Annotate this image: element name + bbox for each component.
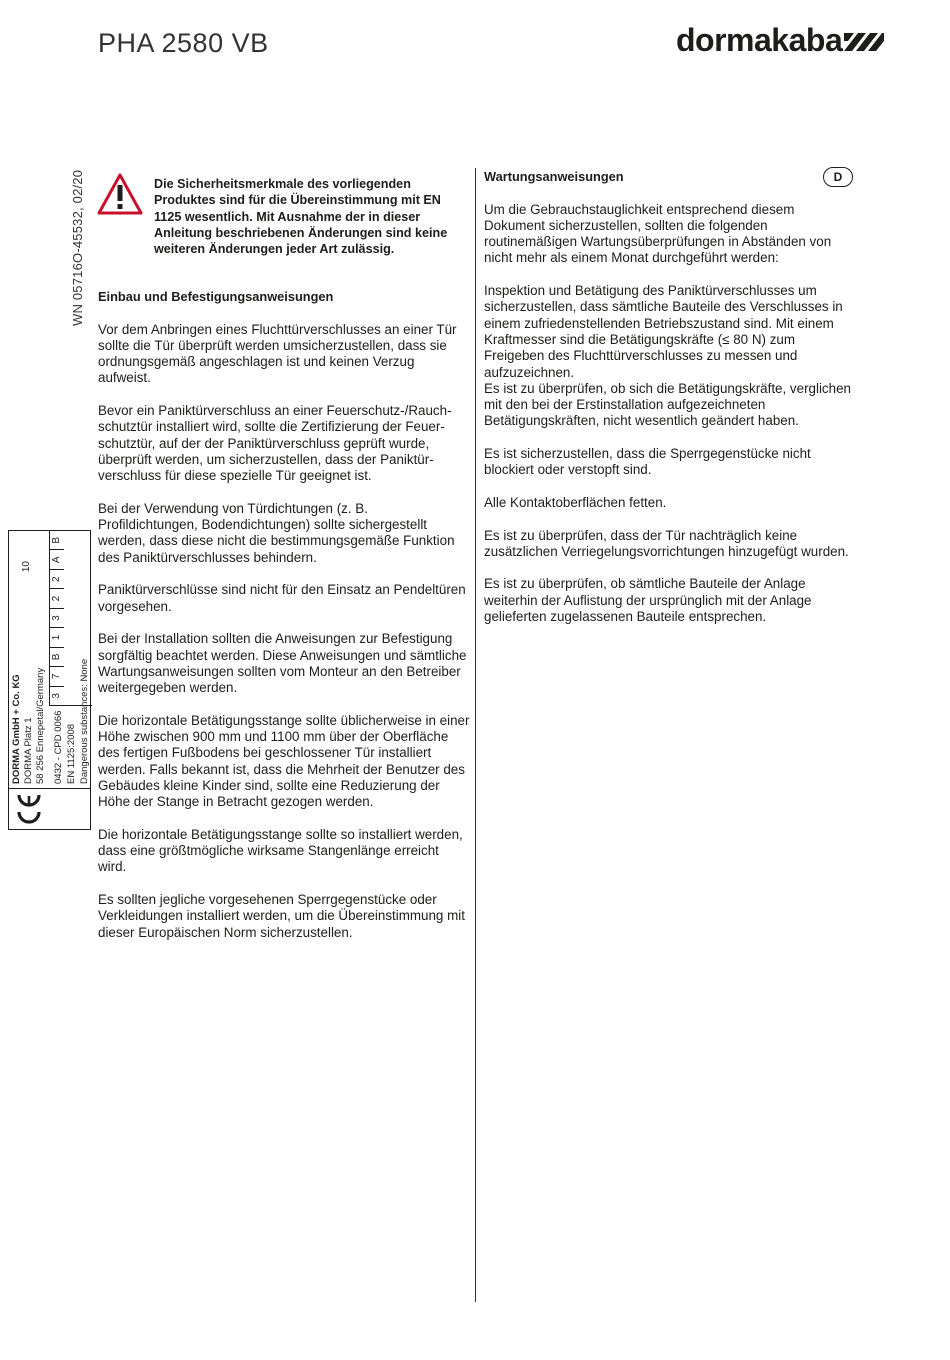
ce-code-cell: 2	[50, 588, 64, 607]
installation-paragraph: Es sollten jegliche vorgesehenen Sperrgegenstücke oder Verkleidungen installiert werden, um die Übereinstimmung mit dieser Europäischen Norm sicherzustellen.	[98, 891, 465, 940]
ce-substances: Dangerous substances: None	[79, 658, 90, 784]
ce-code-cell: A	[50, 550, 64, 569]
ce-code-cell: 3	[50, 608, 64, 627]
product-title: PHA 2580 VB	[98, 28, 269, 58]
ce-mark-icon	[11, 791, 47, 827]
brand-name: dormakaba	[676, 21, 843, 58]
ce-code-row	[50, 531, 64, 705]
ce-code-cell: 1	[50, 627, 64, 646]
installation-paragraph: Bei der Verwendung von Türdichtungen (z. B. Profildichtungen, Bodendichtungen) sollte sichergestellt werden, dass diese nicht die bestimmungsgemäße Funktion des Paniktürverschlusses behindern.	[98, 500, 455, 565]
maintenance-paragraph: Es ist sicherzustellen, dass die Sperrgegenstücke nicht blockiert oder verstopft sind.	[484, 446, 811, 478]
installation-heading: Einbau und Befestigungsanweisungen	[98, 289, 334, 304]
ce-company: DORMA GmbH + Co. KG	[11, 674, 22, 784]
brand-stripes-icon	[844, 29, 884, 51]
maintenance-paragraph: Es ist zu überprüfen, dass der Tür nachträglich keine zusätzlichen Verriegelungsvorrichtungen hinzugefügt wurden.	[484, 527, 849, 559]
installation-paragraph: Vor dem Anbringen eines Fluchttürverschlusses an einer Tür sollte die Tür überprüft werden umsicherzustellen, dass sie ordnungsgemäß angeschlagen ist und keinen Verzug aufweist.	[98, 321, 457, 386]
brand-logo	[676, 22, 884, 58]
ce-code-cell: 2	[50, 569, 64, 588]
safety-warning-text: Die Sicherheitsmerkmale des vorliegenden Produktes sind für die Übereinstimmung mit EN 1125 wesentlich. Mit Ausnahme der in dieser Anleitung beschriebenen Änderungen sind keine weiteren Änderungen jeder Art zulässig.	[154, 177, 448, 257]
ce-norm: EN 1125:2008	[66, 723, 77, 784]
ce-marking-label	[8, 530, 91, 830]
maintenance-section	[484, 169, 856, 642]
installation-paragraph: Bevor ein Paniktürverschluss an einer Feuerschutz-/Rauch-schutztür installiert wird, sollte die Zertifizierung der Feuer-schutztür, auf der der Paniktürverschluss geprüft wurde, überprüft werden, um sicherzustellen, dass der Paniktür-verschluss für diese spezielle Tür geeignet ist.	[98, 403, 452, 484]
installation-paragraph: Bei der Installation sollten die Anweisungen zur Befestigung sorgfältig beachtet werden. Diese Anweisungen und sämtliche Wartungsanweisungen sollten vom Monteur an den Betreiber weitergegeben werden.	[98, 631, 467, 696]
maintenance-paragraph: Es ist zu überprüfen, ob sämtliche Bauteile der Anlage weiterhin der Auflistung der ursprünglich mit der Anlage gelieferten zugelassenen Bauteile entsprechen.	[484, 576, 812, 625]
installation-paragraph: Die horizontale Betätigungsstange sollte so installiert werden, dass eine größtmögliche wirksame Stangenlänge erreicht wird.	[98, 826, 463, 875]
language-badge: D	[823, 167, 853, 187]
ce-year: 10	[21, 561, 32, 573]
maintenance-paragraph: Alle Kontaktoberflächen fetten.	[484, 494, 667, 510]
maintenance-heading: Wartungsanweisungen	[484, 169, 624, 184]
document-code: WN 05716O-45532, 02/20	[70, 169, 85, 326]
ce-city: 58 256 Ennepetal/Germany	[35, 667, 46, 784]
ce-cpd: 0432 - CPD 0066	[53, 710, 64, 784]
ce-code-cell: B	[51, 536, 62, 544]
installation-paragraph: Paniktürverschlüsse sind nicht für den Einsatz an Pendeltüren vorgesehen.	[98, 582, 466, 614]
installation-section	[98, 289, 470, 957]
maintenance-paragraph: Um die Gebrauchstauglichkeit entsprechend diesem Dokument sicherzustellen, sollten die folgenden routinemäßigen Wartungsüberprüfungen in Abständen von nicht mehr als einem Monat durchgeführt werden:	[484, 201, 832, 266]
ce-code-cell: B	[50, 647, 64, 666]
ce-label-body	[9, 531, 90, 789]
installation-paragraph: Die horizontale Betätigungsstange sollte üblicherweise in einer Höhe zwischen 900 mm und 1100 mm über der Oberfläche des fertigen Fußbodens bei geschlossener Tür installiert werden. Falls bekannt ist, dass die Mehrheit der Benutzer des Gebäudes kleine Kinder sind, sollte eine Reduzierung der Höhe der Stange in Betracht gezogen werden.	[98, 712, 470, 810]
ce-code-cell: 3	[50, 686, 64, 705]
ce-code-grid	[49, 531, 92, 706]
maintenance-paragraph: Inspektion und Betätigung des Paniktürverschlusses um sicherzustellen, dass sämtliche Bauteile des Verschlusses in einem zufriedenstellenden Betriebszustand sind. Mit einem Kraftmesser sind die Betätigungskräfte (≤ 80 N) zum Freigeben des Fluchttürverschlusses zu messen und aufzuzeichnen. Es ist zu überprüfen, ob sich die Betätigungskräfte, verglichen mit den bei der Erstinstallation aufgezeichneten Betätigungskräften, nicht wesentlich geändert haben.	[484, 283, 851, 429]
column-divider	[475, 168, 476, 1302]
warning-triangle-icon	[97, 172, 143, 216]
ce-code-cell: 7	[50, 666, 64, 685]
ce-street: DORMA Platz 1	[23, 717, 34, 784]
